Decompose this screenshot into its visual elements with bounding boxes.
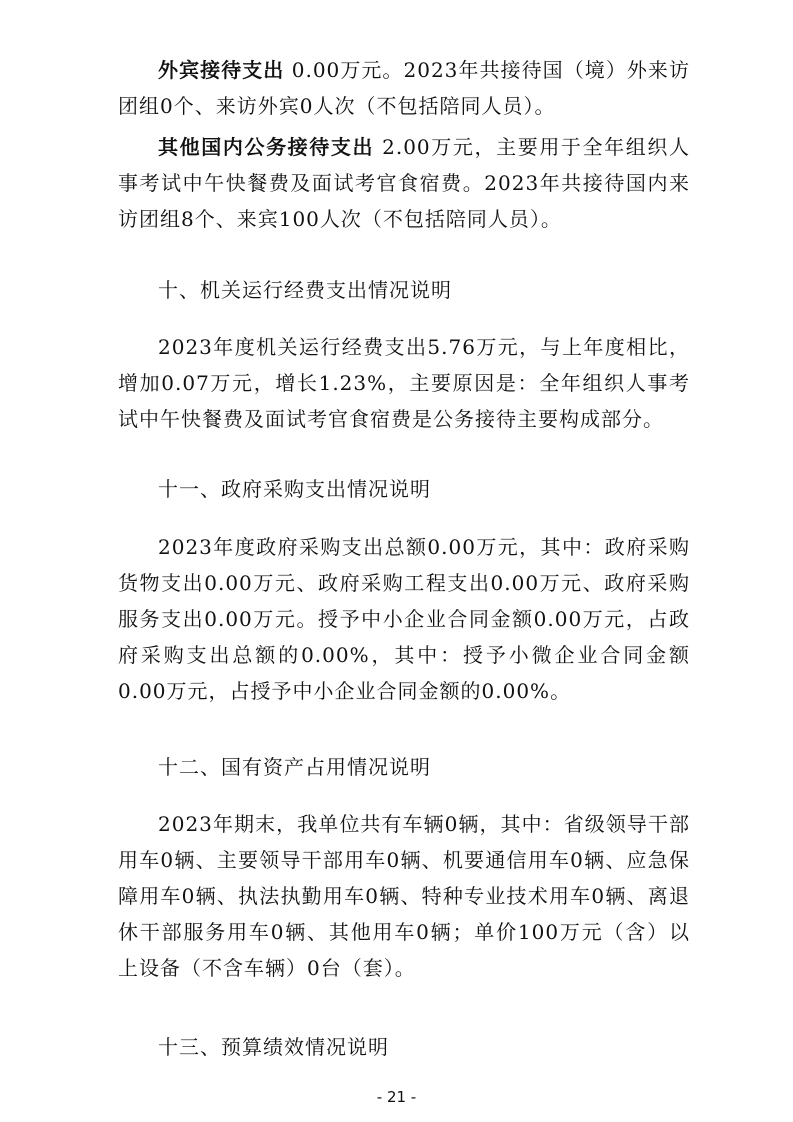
domestic-reception-text: 2.00万元，主要用于全年组织人事考试中午快餐费及面试考官食宿费。2023年共接待国内来访团组8个、来宾100人次（不包括陪同人员）。 xyxy=(118,135,691,231)
operating-costs-paragraph: 2023年度机关运行经费支出5.76万元，与上年度相比，增加0.07万元，增长1.23%，主要原因是：全年组织人事考试中午快餐费及面试考官食宿费是公务接待主要构成部分。 xyxy=(118,335,690,431)
section-11-heading: 十一、政府采购支出情况说明 xyxy=(158,477,431,501)
assets-paragraph: 2023年期末，我单位共有车辆0辆，其中：省级领导干部用车0辆、主要领导干部用车0辆、机要通信用车0辆、应急保障用车0辆、执法执勤用车0辆、特种专业技术用车0辆、离退休干部服务用车0辆、其他用车0辆；单价100万元（含）以上设备（不含车辆）0台（套）。 xyxy=(118,812,690,980)
section-13-heading: 十三、预算绩效情况说明 xyxy=(158,1035,389,1059)
foreign-reception-lead: 外宾接待支出 xyxy=(158,58,285,82)
foreign-reception-paragraph xyxy=(118,52,690,124)
domestic-reception-lead: 其他国内公务接待支出 xyxy=(158,135,375,159)
procurement-paragraph: 2023年度政府采购支出总额0.00万元，其中：政府采购货物支出0.00万元、政府采购工程支出0.00万元、政府采购服务支出0.00万元。授予中小企业合同金额0.00万元，占政府采购支出总额的0.00%，其中：授予小微企业合同金额0.00万元，占授予中小企业合同金额的0.00%。 xyxy=(118,535,690,703)
foreign-reception-text: 0.00万元。2023年共接待国（境）外来访团组0个、来访外宾0人次（不包括陪同人员）。 xyxy=(118,58,690,118)
page-number: - 21 - xyxy=(376,1088,417,1106)
domestic-reception-paragraph xyxy=(118,129,690,237)
section-12-heading: 十二、国有资产占用情况说明 xyxy=(158,755,431,779)
section-10-heading: 十、机关运行经费支出情况说明 xyxy=(158,278,452,302)
